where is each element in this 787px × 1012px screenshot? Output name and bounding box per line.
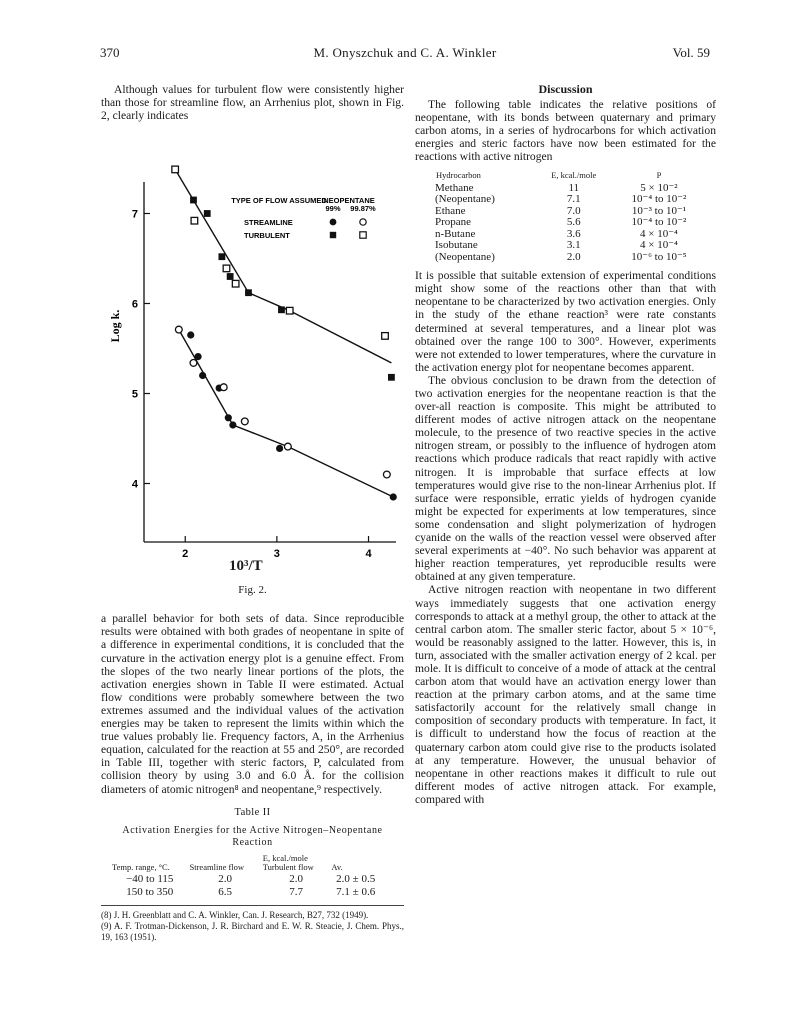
turbulent-99-point (204, 210, 211, 217)
streamline-99-point (194, 353, 201, 360)
table-cell: (Neopentane) (435, 193, 495, 206)
table-cell: Propane (435, 216, 472, 229)
table-cell: 4 × 10⁻⁴ (640, 227, 678, 240)
streamline-9987-point (284, 443, 291, 450)
right-paragraph-1: The following table indicates the relative positions of neopentane, with its bonds between quaternary and primary carbon atoms, in a series of hydrocarbons for which activation energies and steric factors have now been estimated for the reactions with active nitrogen (415, 98, 716, 164)
page-header (100, 45, 710, 63)
y-axis-label: Log k. (108, 309, 122, 343)
turbulent-9987-point (172, 166, 179, 173)
table-cell: 3.6 (566, 227, 581, 240)
y-tick-label: 5 (131, 388, 138, 401)
streamline-99-point (187, 332, 194, 339)
table-2-col-turbulent-label: Turbulent flow (262, 861, 314, 872)
table-cell: 7.7 (289, 885, 303, 898)
table-cell: 2.0 (218, 872, 233, 885)
fit-line-segment (288, 447, 393, 497)
table-cell: 7.1 ± 0.6 (336, 885, 376, 898)
table-2-title: Activation Energies for the Active Nitrogen–Neopentane Reaction (122, 824, 383, 848)
fit-line-segment (179, 330, 233, 425)
legend-turbulent-9987-marker (360, 232, 366, 238)
streamline-99-point (390, 494, 397, 501)
table-cell: 5 × 10⁻² (640, 181, 678, 194)
table-3-col-hydrocarbon: Hydrocarbon (436, 169, 481, 180)
turbulent-9987-point (382, 333, 389, 340)
right-paragraph-3: The obvious conclusion to be drawn from the detection of two activation energies for the neopentane reaction is that the over-all reaction is composite. This might be attributed to different modes of active nitrogen attack on the neopentane molecule, to the presence of two reactive species in the active nitrogen stream, or possibly to the influence of hydrogen atom reactions which produce radicals that react rapidly with active nitrogen. It is improbable that surface effects at low temperatures would give rise to the non-linear Arrhenius plot. If surface were responsible, erratic yields of hydrogen cyanide might be expected for experiments at low temperatures, since some condensation and slight polymerization of hydrogen cyanide on the walls of the reaction vessel were observed after several experiments at −40°. No such behavior was apparent at higher reaction temperatures, yet reproducible results were obtained at any given temperature. (415, 373, 716, 584)
table-cell: 2.0 ± 0.5 (336, 872, 376, 885)
table-2-col-av: Av. (331, 861, 343, 872)
running-title: M. Onyszchuk and C. A. Winkler (313, 45, 497, 60)
streamline-9987-point (175, 326, 182, 333)
legend-streamline-99-marker (330, 219, 337, 226)
table-cell: 7.0 (566, 204, 581, 217)
table-2-label: Table II (234, 806, 271, 818)
legend-neopentane-heading: NEOPENTANE (323, 196, 375, 206)
table-cell: 10⁻³ to 10⁻¹ (631, 204, 687, 217)
x-tick-label: 3 (273, 548, 280, 561)
turbulent-99-point (227, 273, 234, 280)
table-cell: 5.6 (566, 216, 581, 229)
table-cell: n-Butane (435, 227, 476, 240)
turbulent-9987-point (232, 281, 239, 288)
table-row (435, 240, 705, 252)
table-row (111, 886, 381, 899)
table-cell: 10⁻⁴ to 10⁻² (631, 216, 687, 229)
table-row (435, 194, 705, 206)
turbulent-9987-point (223, 265, 230, 272)
table-cell: 10⁻⁴ to 10⁻² (631, 193, 687, 206)
legend-streamline-9987-marker (360, 219, 366, 225)
streamline-99-point (225, 414, 232, 421)
turbulent-99-point (190, 197, 197, 204)
footnote-8: (8) J. H. Greenblatt and C. A. Winkler, Can. J. Research, B27, 732 (1949). (101, 909, 369, 920)
table-cell: 150 to 350 (126, 885, 174, 898)
streamline-9987-point (220, 384, 227, 391)
table-3-col-p: P (656, 169, 662, 180)
legend-grade-1: 99% (325, 204, 341, 214)
turbulent-99-point (388, 374, 395, 381)
turbulent-9987-point (286, 308, 293, 315)
arrhenius-plot (101, 122, 404, 575)
data-points (172, 166, 397, 501)
y-tick-label: 4 (131, 478, 138, 491)
footnotes (101, 905, 404, 943)
left-column (101, 83, 404, 943)
table-2-col-streamline (189, 853, 262, 873)
turbulent-99-point (245, 290, 252, 297)
table-cell: 10⁻⁶ to 10⁻⁵ (631, 250, 687, 263)
left-paragraph-2: a parallel behavior for both sets of data. Since reproducible results were obtained with both grades of neopentane in spite of a difference in experimental conditions, it is concluded that the curvature in the activation energy plot is a genuine effect. From the slopes of the two nearly linear portions of the plots, the activation energies shown in Table II were estimated. Actual flow conditions were probably somewhere between the two extremes assumed and the individual values of the activation energies may be taken to represent the limits within which the true values probably lie. Frequency factors, A, in the Arrhenius equation, calculated for the reaction at 55 and 250°, are recorded in Table III, together with steric factors, P, calculated from collision theory by using 3.0 and 6.0 Å. for the collision diameters of atomic nitrogen⁸ and neopentane,⁹ respectively. (101, 612, 404, 796)
figure-caption: Fig. 2. (238, 584, 267, 597)
volume-label: Vol. 59 (672, 45, 710, 60)
y-tick-label: 7 (131, 208, 138, 221)
turbulent-99-point (218, 254, 225, 261)
legend-flow-heading: TYPE OF FLOW ASSUMED (231, 196, 327, 206)
table-2-col-streamline-label: Streamline flow (189, 861, 245, 872)
turbulent-9987-point (191, 218, 198, 225)
right-paragraph-4: Active nitrogen reaction with neopentane in two different ways immediately suggests that one activation energy corresponds to attack at a methyl group, the other to attack at the central carbon atom. The smaller steric factor, about 5 × 10⁻⁶, would be reasonably assigned to the latter. However, this is, in turn, associated with the smaller activation energy of 2 kcal. per mole. It is difficult to conceive of a mode of attack at the central carbon atom that would have an activation energy lower than reaction at the primary carbon atoms, and at the same time satisfactorily account for the relatively small change in composition of secondary products with temperature. In fact, it is difficult to understand how the focus of reaction at the quaternary carbon atom could give rise to the products isolated at any temperature. However, the unusual behavior of neopentane in other reactions makes it difficult to rule out different modes of active nitrogen attack. For example, compared with (415, 583, 716, 806)
streamline-9987-point (383, 471, 390, 478)
table-cell: 4 × 10⁻⁴ (640, 239, 678, 252)
table-2-unit: E, kcal./mole (262, 852, 308, 863)
turbulent-99-point (278, 307, 285, 314)
table-2-col-temp: Temp. range, °C. (112, 861, 170, 872)
x-tick-label: 4 (365, 548, 372, 561)
x-tick-label: 2 (182, 548, 189, 561)
table-cell: Methane (435, 181, 474, 194)
table-cell: 11 (568, 181, 580, 194)
table-3 (435, 168, 705, 264)
table-cell: 2.0 (566, 250, 581, 263)
table-row (435, 217, 705, 229)
table-cell: 7.1 (566, 193, 581, 206)
table-cell: (Neopentane) (435, 250, 495, 263)
right-column (415, 83, 716, 806)
legend-grade-2: 99.87% (350, 204, 376, 214)
table-row (111, 873, 381, 886)
streamline-99-point (199, 372, 206, 379)
table-cell: 3.1 (566, 239, 581, 252)
streamline-9987-point (190, 360, 197, 367)
section-heading: Discussion (538, 82, 593, 96)
table-row (435, 252, 705, 264)
legend-turbulent-label: TURBULENT (244, 231, 290, 241)
table-3-col-e: E, kcal./mole (551, 169, 597, 180)
table-cell: −40 to 115 (126, 872, 174, 885)
legend-streamline-label: STREAMLINE (244, 218, 293, 228)
table-cell: Ethane (435, 204, 466, 217)
table-cell: 2.0 (289, 872, 303, 885)
table-2 (111, 853, 381, 899)
footnote-9: (9) A. F. Trotman-Dickenson, J. R. Birchard and E. W. R. Steacie, J. Chem. Phys., 19, 163 (1951). (101, 920, 404, 942)
figure-2 (101, 122, 404, 612)
fit-line-segment (290, 311, 392, 363)
x-axis-label: 10³/T (229, 558, 263, 575)
streamline-9987-point (241, 418, 248, 425)
page-number: 370 (100, 45, 120, 60)
table-cell: 6.5 (218, 885, 233, 898)
table-cell: Isobutane (435, 239, 478, 252)
fit-line-segment (233, 425, 288, 447)
table-3-body (435, 183, 705, 264)
chart-legend (231, 196, 376, 240)
legend-turbulent-99-marker (330, 232, 336, 238)
right-paragraph-2: It is possible that suitable extension of experimental conditions might show some of the reactions other than that with neopentane to be characterized by two activation energies. Only in the study of the ethane reaction³ were rate constants determined at several temperatures, and a linear plot was obtained over the range 100 to 300°. However, experiments were not extended to lower temperatures, where the curvature in the activation energy plot for neopentane becomes apparent. (415, 269, 716, 374)
y-tick-label: 6 (131, 298, 138, 311)
left-paragraph-1: Although values for turbulent flow were consistently higher than those for streamline flow, an Arrhenius plot, shown in Fig. 2, clearly indicates (101, 83, 404, 123)
streamline-99-point (229, 422, 236, 429)
table-2-col-turbulent (262, 853, 331, 873)
streamline-99-point (276, 445, 283, 452)
fit-line-segment (175, 170, 248, 293)
